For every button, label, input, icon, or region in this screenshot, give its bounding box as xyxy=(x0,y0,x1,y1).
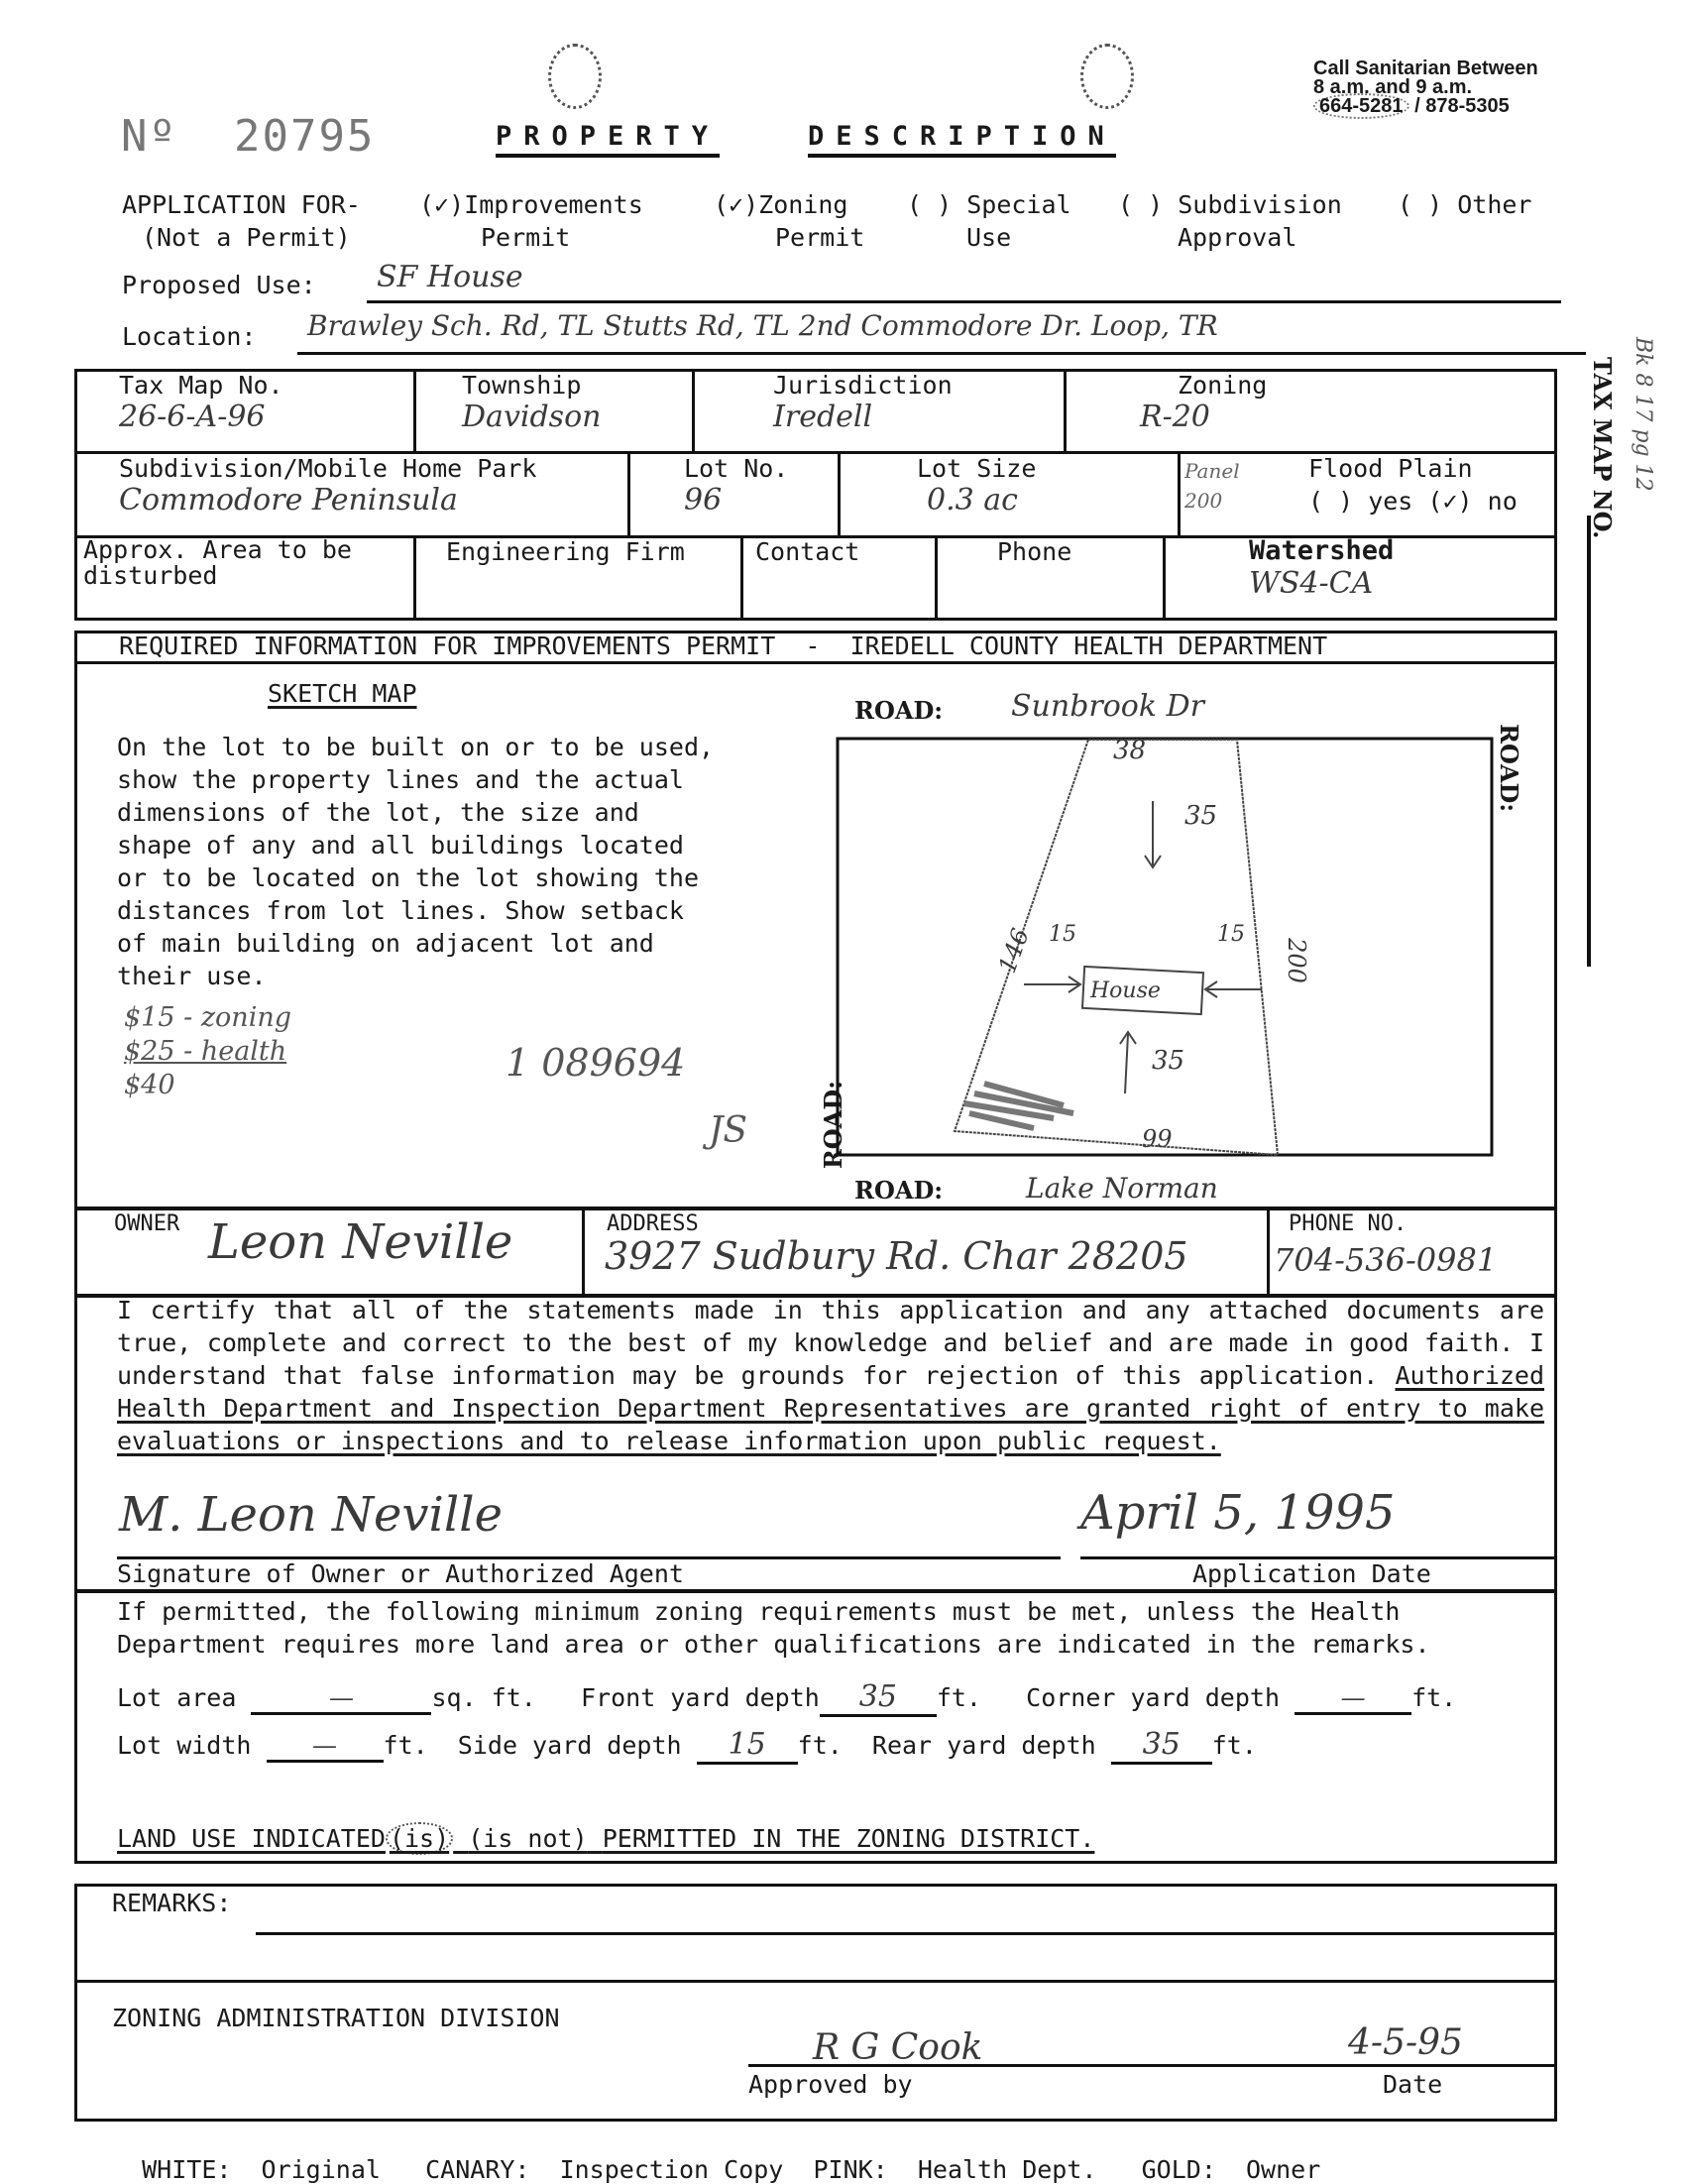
fee-notes xyxy=(124,1001,291,1102)
road-left-label: ROAD: xyxy=(819,1081,847,1170)
ft-unit: ft. xyxy=(383,1731,428,1760)
address-value[interactable]: 3927 Sudbury Rd. Char 28205 xyxy=(605,1234,1188,1278)
proposed-use-value: SF House xyxy=(377,260,523,294)
panel-cell xyxy=(1184,456,1240,516)
sketch-rear-setback: 35 xyxy=(1152,1046,1185,1076)
jurisdiction-cell[interactable] xyxy=(773,371,953,434)
tax-map-no-cell[interactable] xyxy=(119,371,283,434)
option-label-2: Permit xyxy=(481,223,571,252)
sketch-front-width: 38 xyxy=(1113,736,1147,765)
option-label: Zoning xyxy=(758,190,848,219)
lot-no-cell[interactable] xyxy=(684,454,788,517)
ft-unit: ft. xyxy=(1411,1683,1457,1712)
option-label: Special xyxy=(966,190,1071,219)
col-divider xyxy=(740,535,743,621)
call-sanitarian-note xyxy=(1313,59,1538,116)
col-divider xyxy=(582,1207,585,1297)
lot-area-field[interactable]: — xyxy=(251,1683,431,1715)
lot-width-label: Lot width xyxy=(117,1731,252,1760)
fee-line: $25 - health xyxy=(124,1036,287,1067)
subdivision-value: Commodore Peninsula xyxy=(119,483,458,517)
lot-area-label: Lot area xyxy=(117,1683,237,1712)
ft-unit: ft. xyxy=(1211,1731,1257,1760)
township-value: Davidson xyxy=(462,400,602,434)
certification-plain: I certify that all of the statements made in this application and any attached documents are true, complete and correct to the best of my knowledge and belief and are made in good faith. I understand that false information may be grounds for rejection of this application. xyxy=(117,1296,1544,1390)
copy-use: Original xyxy=(261,2155,381,2184)
col-divider xyxy=(413,369,416,451)
remarks-divider xyxy=(74,1980,1557,1983)
front-yard-field[interactable]: 35 xyxy=(820,1679,937,1717)
lot-no-value: 96 xyxy=(684,483,723,517)
fee-line: $40 xyxy=(124,1070,175,1100)
flood-plain-no-label: no xyxy=(1487,487,1518,516)
zoning-row-1 xyxy=(117,1679,1456,1717)
call-line-2: 8 a.m. and 9 a.m. xyxy=(1313,76,1473,98)
rear-yard-label: Rear yard depth xyxy=(871,1731,1096,1760)
required-info-header: REQUIRED INFORMATION FOR IMPROVEMENTS PERMIT - IREDELL COUNTY HEALTH DEPARTMENT xyxy=(119,632,1328,660)
side-tax-map-line[interactable] xyxy=(1587,516,1591,967)
instruction-line: their use. xyxy=(117,962,267,990)
corner-yard-label: Corner yard depth xyxy=(1026,1683,1281,1712)
option-label-2: Permit xyxy=(775,223,865,252)
watershed-label: Watershed xyxy=(1249,535,1395,566)
road-top-label: ROAD: xyxy=(854,696,944,725)
flood-plain-yes-checkbox[interactable]: ( ) yes xyxy=(1308,487,1413,516)
watershed-cell[interactable] xyxy=(1249,535,1394,601)
col-divider xyxy=(627,451,630,535)
application-for-line2: (Not a Permit) xyxy=(142,223,351,252)
sketch-map-canvas[interactable] xyxy=(836,737,1496,1173)
panel-value: 200 xyxy=(1184,489,1223,513)
zoning-admin-label: ZONING ADMINISTRATION DIVISION xyxy=(112,2004,560,2032)
application-date-value[interactable]: April 5, 1995 xyxy=(1080,1485,1396,1541)
location-label: Location: xyxy=(122,322,257,351)
application-for-line1: APPLICATION FOR- xyxy=(122,190,361,219)
option-label: Other xyxy=(1457,190,1532,219)
shading-scribble xyxy=(964,1084,1073,1128)
instruction-line: show the property lines and the actual xyxy=(117,765,684,794)
area-disturbed-cell[interactable] xyxy=(83,537,400,589)
option-label: Subdivision xyxy=(1178,190,1342,219)
title-property: PROPERTY xyxy=(496,121,720,158)
phone-no-label: PHONE NO. xyxy=(1289,1211,1408,1236)
copy-use: Inspection Copy xyxy=(559,2155,784,2184)
land-use-is-not-option[interactable]: (is not) xyxy=(468,1824,588,1853)
instruction-line: of main building on adjacent lot and xyxy=(117,929,654,958)
subdivision-cell[interactable] xyxy=(119,454,536,517)
zoning-intro: If permitted, the following minimum zoning requirements must be met, unless the Health Department requires more land area or other qualifications are indicated in the remarks. xyxy=(117,1597,1430,1659)
signature-label: Signature of Owner or Authorized Agent xyxy=(117,1559,684,1588)
col-divider xyxy=(692,369,695,451)
road-top-value[interactable]: Sunbrook Dr xyxy=(1011,689,1204,724)
lot-width-field[interactable]: — xyxy=(267,1731,384,1763)
sketch-left-side-length: 146 xyxy=(992,924,1035,977)
zoning-value: R-20 xyxy=(1140,400,1210,434)
sketch-right-side-length: 200 xyxy=(1282,938,1310,983)
front-yard-label: Front yard depth xyxy=(581,1683,820,1712)
owner-value[interactable]: Leon Neville xyxy=(208,1214,513,1270)
sketch-instructions xyxy=(117,731,714,992)
copy-color-pink: PINK: xyxy=(813,2155,888,2184)
instruction-line: or to be located on the lot showing the xyxy=(117,863,699,892)
zoning-row-2 xyxy=(117,1727,1257,1765)
side-yard-field[interactable]: 15 xyxy=(697,1727,798,1765)
copy-use: Health Dept. xyxy=(917,2155,1097,2184)
option-zoning-permit[interactable] xyxy=(714,188,864,254)
instruction-line: shape of any and all buildings located xyxy=(117,831,684,860)
checkbox-zoning[interactable]: (✓) xyxy=(714,190,759,219)
sketch-house-label: House xyxy=(1090,978,1161,1003)
land-use-is-option[interactable]: (is) xyxy=(386,1822,453,1855)
col-divider xyxy=(1064,369,1067,451)
approval-date-label: Date xyxy=(1383,2070,1443,2099)
option-special-use[interactable] xyxy=(907,188,1071,254)
land-use-pre: LAND USE INDICATED xyxy=(117,1824,386,1853)
phone-separator: / xyxy=(1414,95,1420,117)
sketch-left-setback: 15 xyxy=(1049,922,1076,947)
checkbox-improvements[interactable]: (✓) xyxy=(419,190,465,219)
option-subdivision[interactable] xyxy=(1118,188,1342,254)
zoning-label: Zoning xyxy=(1178,371,1268,400)
tax-map-no-value: 26-6-A-96 xyxy=(119,400,266,434)
sketch-right-setback: 15 xyxy=(1217,922,1245,947)
option-label-2: Approval xyxy=(1178,223,1297,252)
proposed-use-label: Proposed Use: xyxy=(122,271,316,299)
col-divider xyxy=(1267,1207,1270,1297)
sketch-front-setback: 35 xyxy=(1184,801,1218,831)
ft-unit: ft. xyxy=(797,1731,843,1760)
approved-by-label: Approved by xyxy=(748,2070,913,2099)
call-phone-2: 878-5305 xyxy=(1425,95,1510,117)
instruction-line: On the lot to be built on or to be used, xyxy=(117,733,715,761)
instruction-line: dimensions of the lot, the size and xyxy=(117,798,639,827)
flood-plain-label: Flood Plain xyxy=(1308,454,1473,483)
rear-setback-arrow xyxy=(1125,1034,1128,1093)
initials: JS xyxy=(709,1110,748,1151)
option-other[interactable] xyxy=(1398,188,1531,221)
col-divider xyxy=(935,535,938,621)
road-bottom-value[interactable]: Lake Norman xyxy=(1026,1172,1218,1205)
location-value: Brawley Sch. Rd, TL Stutts Rd, TL 2nd Commodore Dr. Loop, TR xyxy=(307,309,1218,342)
township-cell[interactable] xyxy=(462,371,601,434)
proposed-use-field[interactable] xyxy=(367,260,1561,303)
side-tax-map-note: Bk 8 17 pg 12 xyxy=(1631,337,1655,492)
phone-no-value[interactable]: 704-536-0981 xyxy=(1274,1241,1498,1279)
sketch-rear-width: 99 xyxy=(1142,1125,1173,1153)
option-label-2: Use xyxy=(966,223,1012,252)
punch-hole-right xyxy=(1080,44,1134,109)
flood-plain-cell xyxy=(1308,454,1518,516)
checkbox-special-use[interactable]: ( ) xyxy=(907,190,953,219)
land-use-statement xyxy=(117,1824,1094,1853)
sketch-frame xyxy=(838,739,1492,1155)
certification-text xyxy=(117,1294,1544,1457)
checkbox-subdivision[interactable]: ( ) xyxy=(1118,190,1164,219)
township-label: Township xyxy=(462,371,582,400)
signature-value[interactable]: M. Leon Neville xyxy=(119,1487,503,1543)
instruction-line: distances from lot lines. Show setback xyxy=(117,896,684,925)
lot-size-value: 0.3 ac xyxy=(927,483,1018,517)
approved-by-value[interactable]: R G Cook xyxy=(813,2027,983,2068)
subdivision-label: Subdivision/Mobile Home Park xyxy=(119,454,537,483)
copy-distribution-footer xyxy=(112,2127,1320,2184)
call-phone-1: 664-5281 xyxy=(1313,93,1409,119)
application-date-label: Application Date xyxy=(1192,1559,1431,1588)
jurisdiction-label: Jurisdiction xyxy=(773,371,953,400)
side-tax-map-label: TAX MAP NO. xyxy=(1588,357,1617,539)
sketch-map-title: SKETCH MAP xyxy=(268,679,417,708)
copy-color-white: WHITE: xyxy=(142,2155,232,2184)
address-label: ADDRESS xyxy=(607,1211,699,1236)
watershed-value: WS4-CA xyxy=(1249,566,1374,601)
copy-color-canary: CANARY: xyxy=(425,2155,530,2184)
sq-ft-unit: sq. ft. xyxy=(431,1683,536,1712)
form-number-value: 20795 xyxy=(233,111,376,162)
phone-label: Phone xyxy=(997,537,1072,566)
form-number-label: Nº xyxy=(121,111,177,162)
area-disturbed-label: Approx. Area to be disturbed xyxy=(83,535,352,590)
tax-map-no-label: Tax Map No. xyxy=(119,371,283,400)
col-divider xyxy=(1178,451,1181,535)
panel-label: Panel xyxy=(1184,459,1240,483)
engineering-firm-label: Engineering Firm xyxy=(446,537,685,566)
approval-date-value[interactable]: 4-5-95 xyxy=(1348,2022,1463,2063)
remarks-line[interactable] xyxy=(256,1932,1557,1935)
ft-unit: ft. xyxy=(936,1683,981,1712)
road-right-label: ROAD: xyxy=(1495,724,1523,813)
remarks-label: REMARKS: xyxy=(112,1889,232,1917)
owner-label: OWNER xyxy=(114,1211,180,1236)
lot-no-label: Lot No. xyxy=(684,454,789,483)
col-divider xyxy=(413,535,416,621)
copy-color-gold: GOLD: xyxy=(1141,2155,1216,2184)
punch-hole-left xyxy=(548,44,602,109)
road-bottom-label: ROAD: xyxy=(854,1176,944,1205)
zoning-cell[interactable] xyxy=(1140,371,1267,434)
contact-cell[interactable] xyxy=(755,537,859,566)
phone-cell[interactable] xyxy=(997,537,1071,566)
lot-size-label: Lot Size xyxy=(917,454,1037,483)
side-yard-label: Side yard depth xyxy=(457,1731,682,1760)
option-label: Improvements xyxy=(464,190,643,219)
call-phones xyxy=(1313,97,1538,116)
option-improvements-permit[interactable] xyxy=(419,188,643,254)
fee-line: $15 - zoning xyxy=(124,1002,292,1033)
title-description: DESCRIPTION xyxy=(808,121,1116,158)
certification-underlined: Authorized Health Department and Inspection Department Representatives are granted right of entry to make evaluations or inspections and to release information upon public request. xyxy=(117,1361,1544,1455)
rear-yard-field[interactable]: 35 xyxy=(1111,1727,1212,1765)
engineering-firm-cell[interactable] xyxy=(446,537,685,566)
col-divider xyxy=(1163,535,1166,621)
checkbox-other[interactable]: ( ) xyxy=(1398,190,1443,219)
receipt-number: 1 089694 xyxy=(506,1041,686,1085)
section-header-divider xyxy=(74,661,1557,664)
approval-line xyxy=(748,2064,1557,2067)
lot-size-cell[interactable] xyxy=(917,454,1036,517)
location-field[interactable] xyxy=(297,309,1586,355)
land-use-post: PERMITTED IN THE ZONING DISTRICT. xyxy=(602,1824,1095,1853)
contact-label: Contact xyxy=(755,537,860,566)
call-line-1: Call Sanitarian Between xyxy=(1313,57,1538,79)
copy-use: Owner xyxy=(1246,2155,1321,2184)
flood-plain-no-checkbox[interactable]: (✓) xyxy=(1427,487,1473,516)
col-divider xyxy=(838,451,841,535)
corner-yard-field[interactable]: — xyxy=(1295,1683,1411,1715)
application-for-label xyxy=(122,188,361,254)
jurisdiction-value: Iredell xyxy=(773,400,873,434)
form-number xyxy=(121,111,375,162)
